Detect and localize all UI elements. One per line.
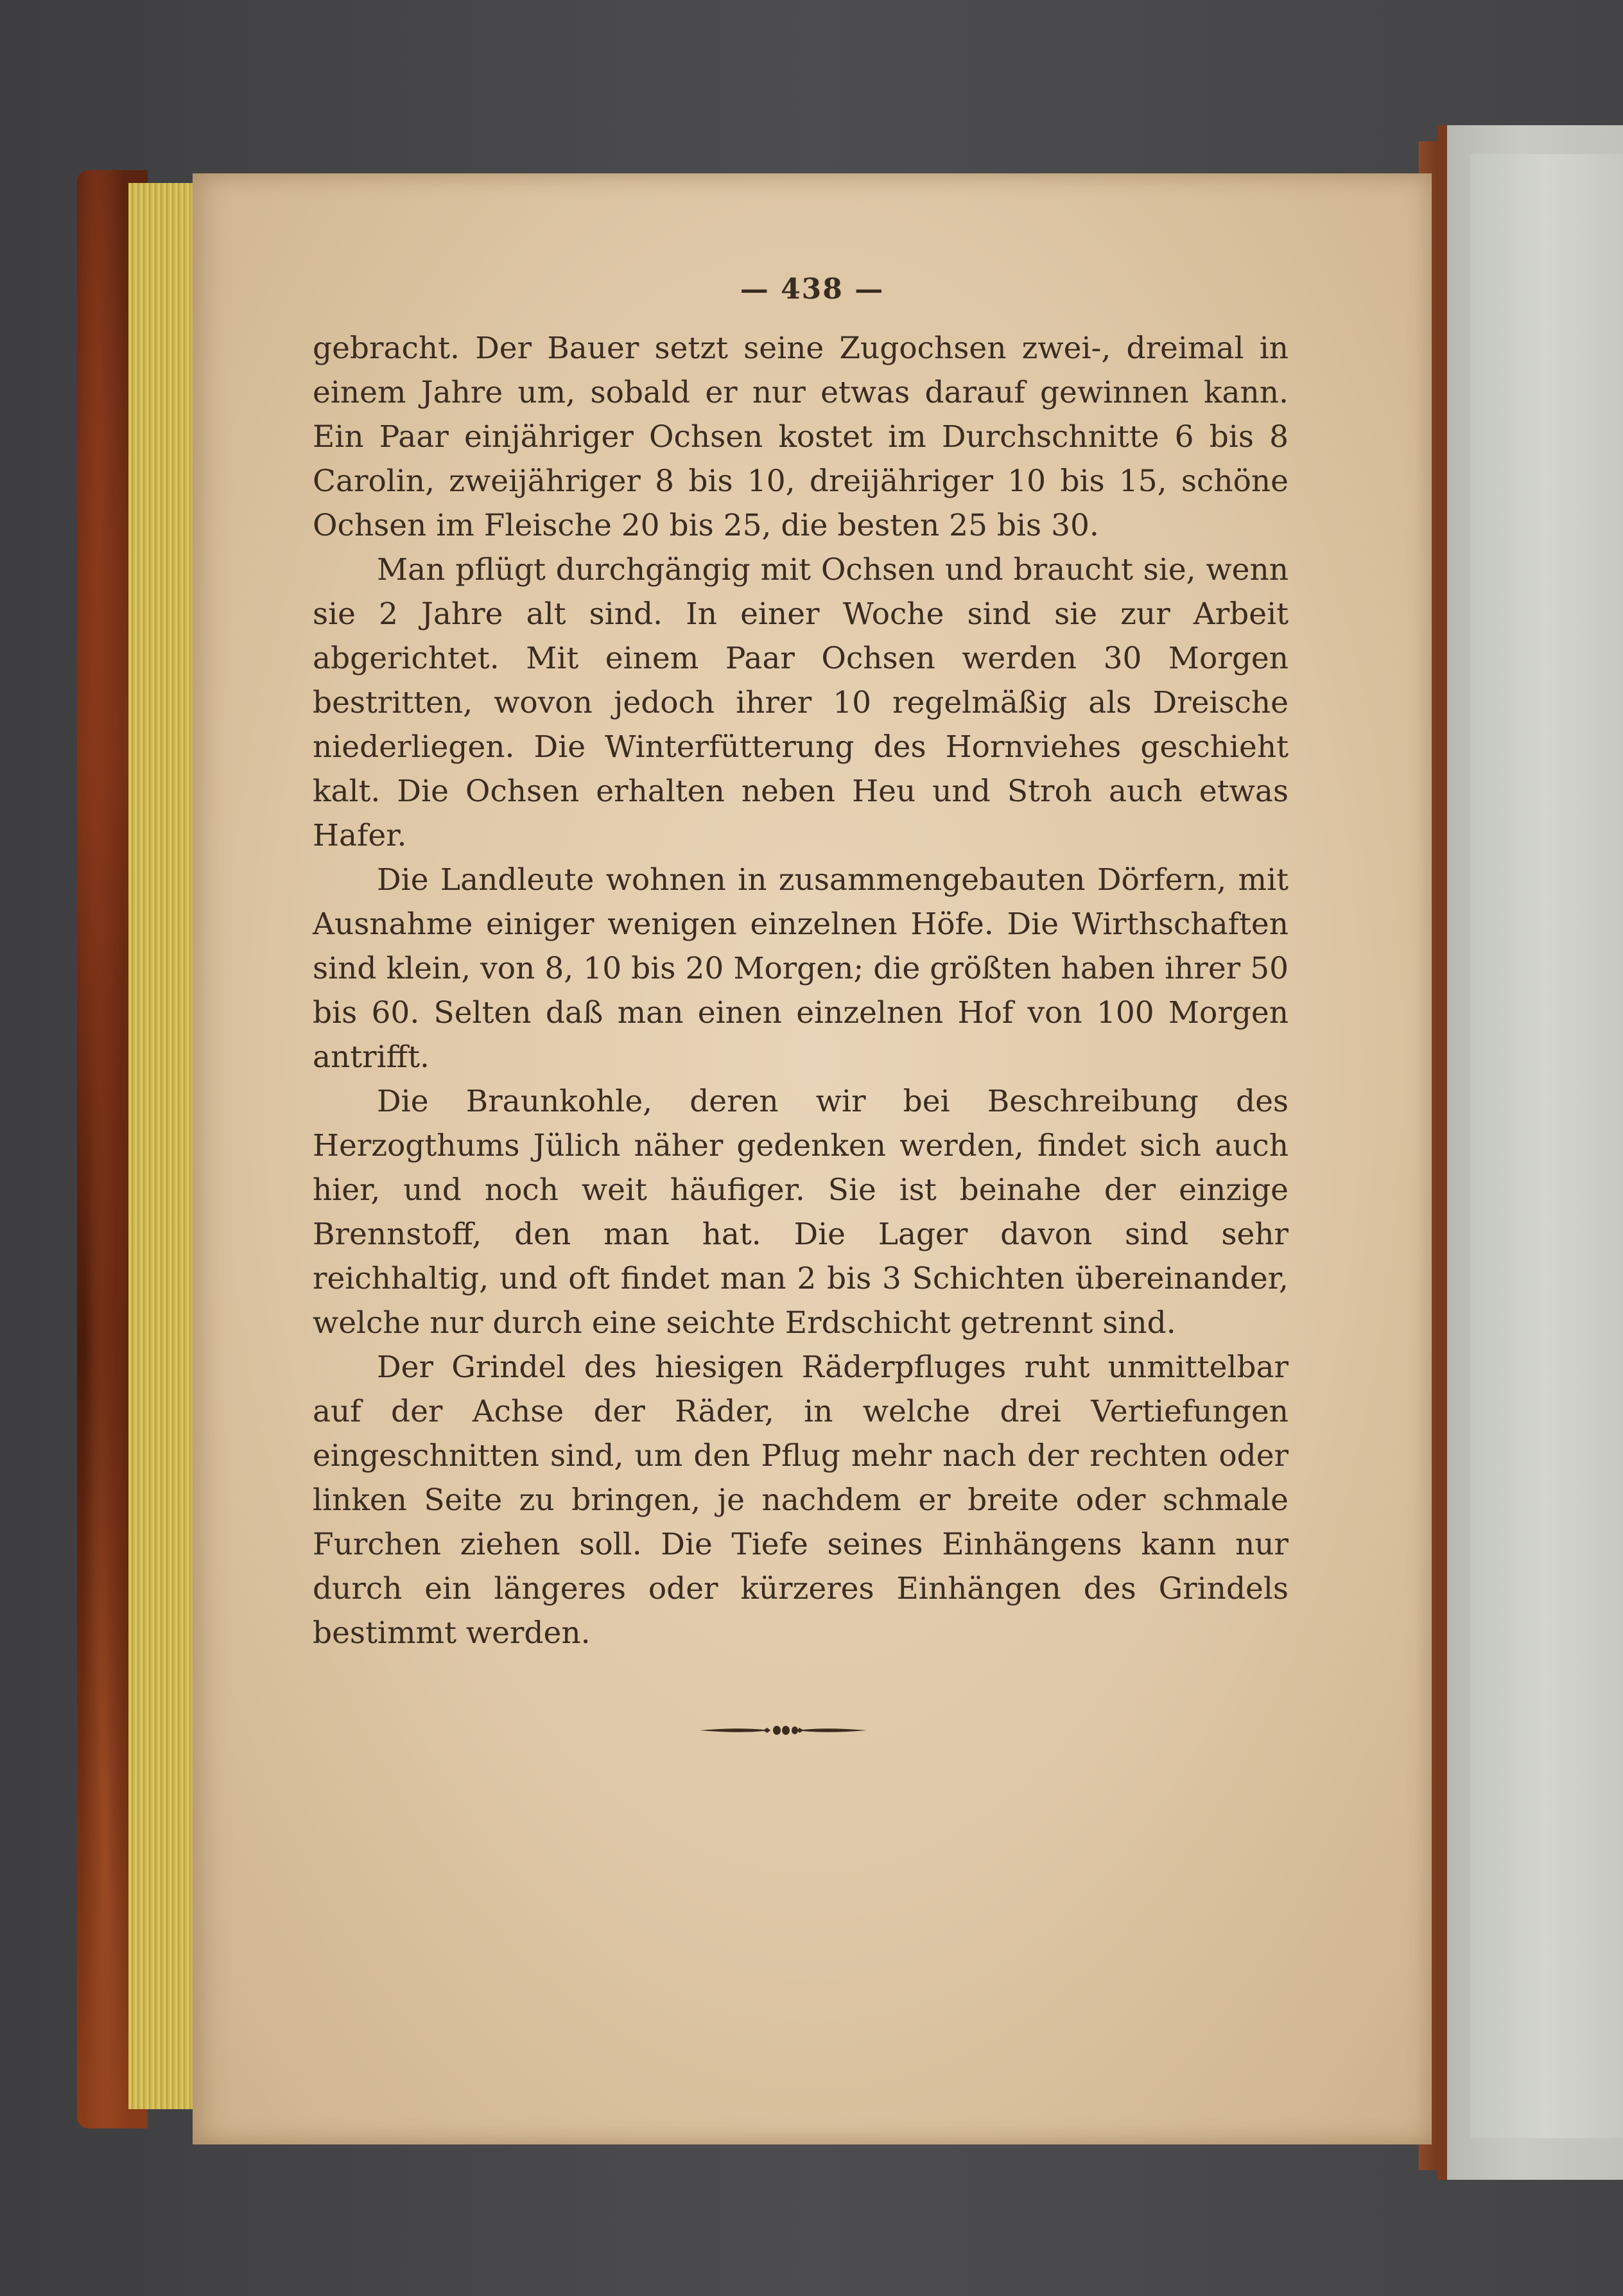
right-endpaper [1470,154,1623,2138]
paragraph-5: Der Grindel des hiesigen Räderpfluges ruht unmittelbar auf der Achse der Räder, in welche drei Vertiefungen eingeschnitten sind, um den Pflug mehr nach der rechten oder linken Seite zu bringen, je nachdem er breite oder schmale Furchen ziehen soll. Die Tiefe seines Einhängens kann nur durch ein längeres oder kürzeres Einhängen des Grindels bestimmt werden. [313,1350,1289,1651]
paragraph-3: Die Landleute wohnen in zusammengebauten Dörfern, mit Ausnahme einiger wenigen einzelnen Höfe. Die Wirthschaften sind klein, von 8, 10 bis 20 Morgen; die größten haben ihrer 50 bis 60. Selten daß man einen einzelnen Hof von 100 Morgen antrifft. [313,862,1289,1075]
page-text [313,326,1289,1655]
paragraph-2: Man pflügt durchgängig mit Ochsen und braucht sie, wenn sie 2 Jahre alt sind. In einer Woche sind sie zur Arbeit abgerichtet. Mit einem Paar Ochsen werden 30 Morgen bestritten, wovon jedoch ihrer 10 regelmäßig als Dreische niederliegen. Die Winterfütterung des Hornviehes geschieht kalt. Die Ochsen erhalten neben Heu und Stroh auch etwas Hafer. [313,552,1289,853]
tailpiece-ornament-icon [700,1721,867,1740]
paragraph-4: Die Braunkohle, deren wir bei Beschreibung des Herzogthums Jülich näher gedenken werden, findet sich auch hier, und noch weit häufiger. Sie ist beinahe der einzige Brennstoff, den man hat. Die Lager davon sind sehr reichhaltig, und oft findet man 2 bis 3 Schichten übereinander, welche nur durch eine seichte Erdschicht getrennt sind. [313,1084,1289,1341]
page-number: — 438 — [740,273,885,306]
paragraph-1: gebracht. Der Bauer setzt seine Zugochsen zwei-, dreimal in einem Jahre um, sobald er nur etwas darauf gewinnen kann. Ein Paar einjähriger Ochsen kostet im Durchschnitte 6 bis 8 Carolin, zweijähriger 8 bis 10, dreijähriger 10 bis 15, schöne Ochsen im Fleische 20 bis 25, die besten 25 bis 30. [313,331,1289,543]
